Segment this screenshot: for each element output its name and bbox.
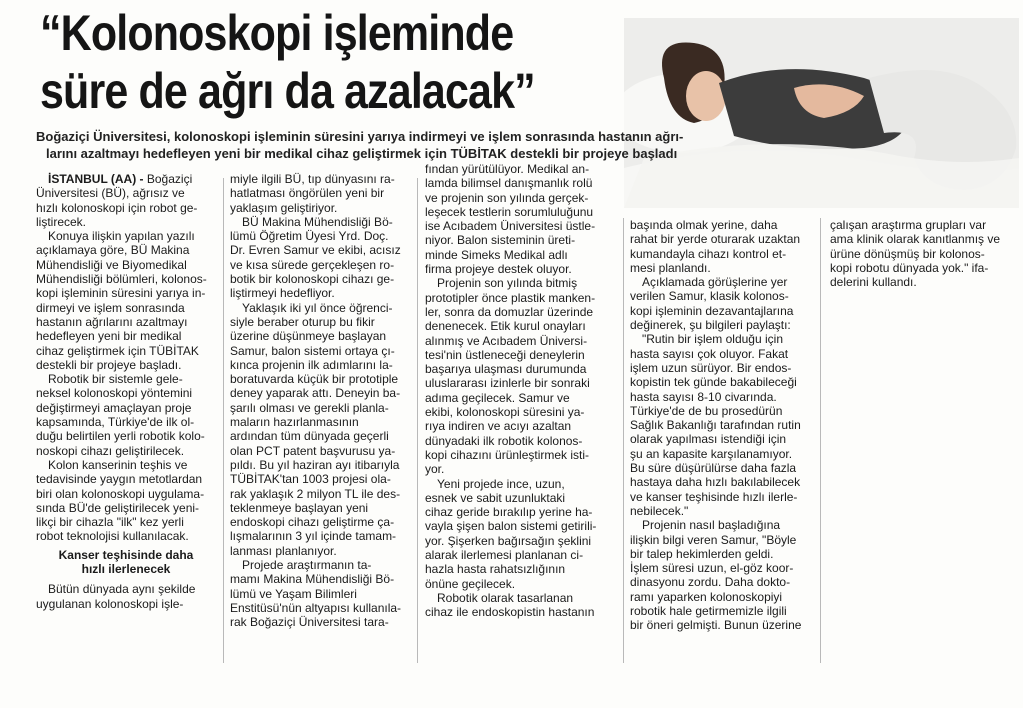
text-line: nebilecek."	[630, 503, 689, 518]
photo-illustration	[624, 18, 1019, 208]
text-line: boratuvarda küçük bir prototiple	[230, 372, 399, 387]
text-line: İşlem süresi uzun, el-göz koor-	[630, 561, 794, 576]
text-fragment: Boğaziçi	[143, 172, 193, 186]
text-line: hasta sayısı 8-10 civarında.	[630, 389, 777, 404]
text-line: Yaklaşık iki yıl önce öğrenci-	[242, 300, 393, 315]
text-line: Projenin son yılında bitmiş	[437, 276, 578, 291]
text-line: tedavisinde yaygın metotlardan	[36, 472, 203, 487]
text-line: hazla hasta rahatsızlığının	[425, 562, 566, 577]
byline: İSTANBUL (AA) -	[48, 172, 144, 186]
lead-line-1: Boğaziçi Üniversitesi, kolonoskopi işleminin süresini yarıya indirmeyi ve işlem sonrasında hastanın ağrı-	[36, 129, 684, 144]
column-divider	[417, 178, 418, 663]
text-line: Bütün dünyada aynı şekilde	[48, 582, 196, 597]
text-line: yor.	[425, 462, 445, 477]
text-line: firma projeye destek oluyor.	[425, 262, 572, 277]
column-1-body	[36, 186, 216, 543]
text-line: lümü Öğretim Üyesi Yrd. Doç.	[230, 229, 389, 244]
text-line: başarıya ulaşması durumunda	[425, 362, 587, 377]
text-line: Robotik bir sistemle gele-	[48, 372, 183, 387]
text-line: siyle beraber oturup bu fikir	[230, 314, 375, 329]
column-divider	[223, 178, 224, 663]
text-line: kopi robotu dünyada yok." ifa-	[830, 260, 989, 275]
text-line: vayla şişen balon sistemi getirili-	[425, 519, 597, 534]
text-line: "Rutin bir işlem olduğu için	[642, 332, 783, 347]
text-line: cihaz ile endoskopistin hastanın	[425, 605, 595, 620]
text-line: Açıklamada görüşlerine yer	[642, 275, 788, 290]
text-line: maların hazırlanmasının	[230, 415, 359, 430]
text-line: Kolon kanserinin teşhis ve	[48, 457, 188, 472]
text-line: Konuya ilişkin yapılan yazılı	[48, 229, 195, 244]
text-line: olan PCT patent başvurusu ya-	[230, 443, 396, 458]
column-1-body-2	[36, 582, 216, 611]
text-line: BÜ Makina Mühendisliği Bö-	[242, 214, 393, 229]
text-line: Samur, balon sistemi ortaya çı-	[230, 343, 395, 358]
text-line: sında BÜ'de geliştirilecek yeni-	[36, 500, 200, 515]
article-column-1	[36, 172, 216, 662]
text-line: lışmalarının 3 yıl içinde tamam-	[230, 529, 397, 544]
text-line: ise Acıbadem Üniversitesi üstle-	[425, 219, 596, 234]
text-line: miyle ilgili BÜ, tıp dünyasını ra-	[230, 172, 395, 186]
text-line: yor. Şişerken bağırsağın şeklini	[425, 533, 592, 548]
text-line: Robotik olarak tasarlanan	[437, 590, 574, 605]
text-line: ramı yaparken kolonoskopiyi	[630, 589, 783, 604]
text-line: noskopi cihazı geliştirilecek.	[36, 443, 185, 458]
text-line: Projenin nasıl başladığına	[642, 518, 781, 533]
text-line: minde Simeks Medikal adlı	[425, 247, 568, 262]
article-column-3	[425, 162, 617, 652]
text-line: Dr. Evren Samur ve ekibi, acısız	[230, 243, 401, 258]
text-line: değiştirmeyi amaçlayan proje	[36, 400, 192, 415]
text-line: Projede araştırmanın ta-	[242, 558, 372, 573]
text-line: robot teknolojisi kullanılacak.	[36, 529, 189, 544]
text-line: ekibi, kolonoskopi süresini ya-	[425, 405, 585, 420]
text-line: Sağlık Bakanlığı tarafından rutin	[630, 418, 801, 433]
text-line: Türkiye'de de bu prosedürün	[630, 403, 783, 418]
text-line: ama klinik olarak kanıtlanmış ve	[830, 232, 1001, 247]
headline	[40, 4, 556, 120]
text-line: bir talep hekimlerden geldi.	[630, 546, 774, 561]
text-line: Mühendisliği ve Biyomedikal	[36, 257, 187, 272]
text-line: TÜBİTAK'tan 1003 projesi ola-	[230, 472, 391, 487]
text-line: rak yaklaşık 2 milyon TL ile des-	[230, 486, 401, 501]
text-line: botik bir kolonoskopi cihazı ge-	[230, 272, 395, 287]
text-line: lamda bilimsel danışmanlık rolü	[425, 176, 593, 191]
text-line: robotik hale getirmemizle ilgili	[630, 604, 787, 619]
text-line: hastanın ağrılarını azaltmayı	[36, 314, 188, 329]
subheading-line-2: hızlı ilerlenecek	[81, 562, 171, 577]
text-line: leşecek testlerin sorumluluğunu	[425, 204, 594, 219]
text-line: liştirmeyi hedefliyor.	[230, 286, 335, 301]
text-line: Bu süre düşürülürse daha fazla	[630, 461, 797, 476]
text-line: çalışan araştırma grupları var	[830, 218, 987, 232]
text-line: delerini kullandı.	[830, 275, 917, 290]
text-line: kumandayla cihazı kontrol et-	[630, 246, 787, 261]
text-line: önüne geçilecek.	[425, 576, 516, 591]
text-line: deney yaparak attı. Deneyin ba-	[230, 386, 401, 401]
text-line: ve projenin son yılında gerçek-	[425, 190, 589, 205]
text-line: lanması planlanıyor.	[230, 543, 337, 558]
text-line: hastaya daha hızlı bakılabilecek	[630, 475, 801, 490]
text-line: denenecek. Etik kurul onayları	[425, 319, 586, 334]
text-line: dinasyonu zordu. Daha dokto-	[630, 575, 791, 590]
text-line: şarılı olması ve gerekli planla-	[230, 400, 389, 415]
text-line: ve kısa sürede gerçekleşen ro-	[230, 257, 395, 272]
text-line: dirmeyi ve işlem sonrasında	[36, 300, 185, 315]
text-line: cihaz geliştirmek için TÜBİTAK	[36, 343, 199, 358]
article-column-5	[830, 218, 1015, 708]
text-line: işlem uzun sürüyor. Bir endos-	[630, 360, 792, 375]
text-line: adıma geçilecek. Samur ve	[425, 390, 570, 405]
text-line: hızlı kolonoskopi için robot ge-	[36, 200, 198, 215]
text-line: niyor. Balon sisteminin üreti-	[425, 233, 576, 248]
column-divider	[623, 218, 624, 663]
text-line: rıya indiren ve acıyı azaltan	[425, 419, 572, 434]
text-line: uluslararası izinlerle bir sonraki	[425, 376, 590, 391]
text-line: tesi'nin üstleneceği deneylerin	[425, 347, 585, 362]
text-line: lümü ve Yaşam Bilimleri	[230, 586, 357, 601]
text-line: hasta sayısı çok oluyor. Fakat	[630, 346, 789, 361]
text-line: yaklaşım geliştiriyor.	[230, 200, 338, 215]
text-line: ler, sonra da domuzlar üzerinde	[425, 304, 594, 319]
text-line: dünyadaki ilk robotik kolonos-	[425, 433, 583, 448]
lead-paragraph	[36, 128, 736, 162]
text-line: kopi cihazını ürünleştirmek isti-	[425, 447, 590, 462]
text-line: şu an kapasite karşılanamıyor.	[630, 446, 793, 461]
text-line: uygulanan kolonoskopi işle-	[36, 596, 184, 611]
text-line: başında olmak yerine, daha	[630, 218, 778, 232]
text-line: ve kanser teşhisinde hızlı ilerle-	[630, 489, 798, 504]
text-line: ilişkin bilgi veren Samur, "Böyle	[630, 532, 797, 547]
text-line: kopistin tek günde bakabileceği	[630, 375, 797, 390]
photo-woman-abdominal-pain	[624, 18, 1019, 208]
text-line: ardından tüm dünyada geçerli	[230, 429, 389, 444]
text-line: rahat bir yerde oturarak uzaktan	[630, 232, 801, 247]
text-line: alarak ilerlemesi planlanan ci-	[425, 548, 584, 563]
text-line: mesi planlandı.	[630, 260, 711, 275]
text-line: neksel kolonoskopi yöntemini	[36, 386, 193, 401]
text-line: mamı Makina Mühendisliği Bö-	[230, 572, 395, 587]
text-line: değinerek, şu bilgileri paylaştı:	[630, 318, 791, 333]
text-line: prototipler önce plastik manken-	[425, 290, 596, 305]
text-line: teklenmeye başlayan yeni	[230, 500, 369, 515]
text-line: Mühendisliği bölümleri, kolonos-	[36, 272, 207, 287]
text-line: cihaz geride bırakılıp yerine ha-	[425, 505, 593, 520]
subheading-line-1: Kanser teşhisinde daha	[58, 547, 194, 562]
text-line: kopi işleminin dezavantajlarına	[630, 303, 794, 318]
text-line: pıldı. Bu yıl haziran ayı itibarıyla	[230, 457, 400, 472]
text-line: destekli bir projeye başladı.	[36, 357, 182, 372]
lead-line-2: larını azaltmayı hedefleyen yeni bir medikal cihaz geliştirmek için TÜBİTAK destekli bir projeye başladı	[46, 146, 678, 161]
text-line: bir öneri gelmişti. Bunun üzerine	[630, 618, 802, 633]
text-line: kopi işleminin süresini yarıya in-	[36, 286, 206, 301]
headline-line-1: “Kolonoskopi işleminde	[40, 5, 514, 61]
text-line: kınca projenin ilk adımlarını la-	[230, 357, 393, 372]
article-column-4	[630, 218, 812, 708]
text-line: hatlatması öngörülen yeni bir	[230, 186, 385, 201]
text-line: fından yürütülüyor. Medikal an-	[425, 162, 590, 176]
text-line: liştirecek.	[36, 214, 87, 229]
text-line: verilen Samur, klasik kolonos-	[630, 289, 789, 304]
text-line: kapsamında, Türkiye'de ilk ol-	[36, 415, 195, 430]
text-line: alınmış ve Acıbadem Üniversi-	[425, 333, 588, 348]
text-line: hedefleyen yeni bir medikal	[36, 329, 182, 344]
text-line: esnek ve sabit uzunluktaki	[425, 490, 566, 505]
text-line: olarak yapılması istendiği için	[630, 432, 787, 447]
column-divider	[820, 218, 821, 663]
text-line: endoskopi cihazı geliştirme ça-	[230, 515, 395, 530]
text-line: rak Boğaziçi Üniversitesi tara-	[230, 615, 389, 630]
text-line: açıklamaya göre, BÜ Makina	[36, 243, 190, 258]
text-line: Üniversitesi (BÜ), ağrısız ve	[36, 186, 185, 201]
text-line: üzerine düşünmeye başlayan	[230, 329, 387, 344]
text-line	[36, 172, 216, 186]
headline-line-2: süre de ağrı da azalacak”	[40, 63, 535, 119]
article-column-2	[230, 172, 410, 662]
text-line: biri olan kolonoskopi uygulama-	[36, 486, 205, 501]
text-line: Enstitüsü'nün altyapısı kullanıla-	[230, 600, 402, 615]
text-line: Yeni projede ince, uzun,	[437, 476, 565, 491]
text-line: duğu belirtilen yerli robotik kolo-	[36, 429, 205, 444]
text-line: likçi bir cihazla "ilk" kez yerli	[36, 515, 184, 530]
text-line: ürüne dönüşmüş bir kolonos-	[830, 246, 985, 261]
